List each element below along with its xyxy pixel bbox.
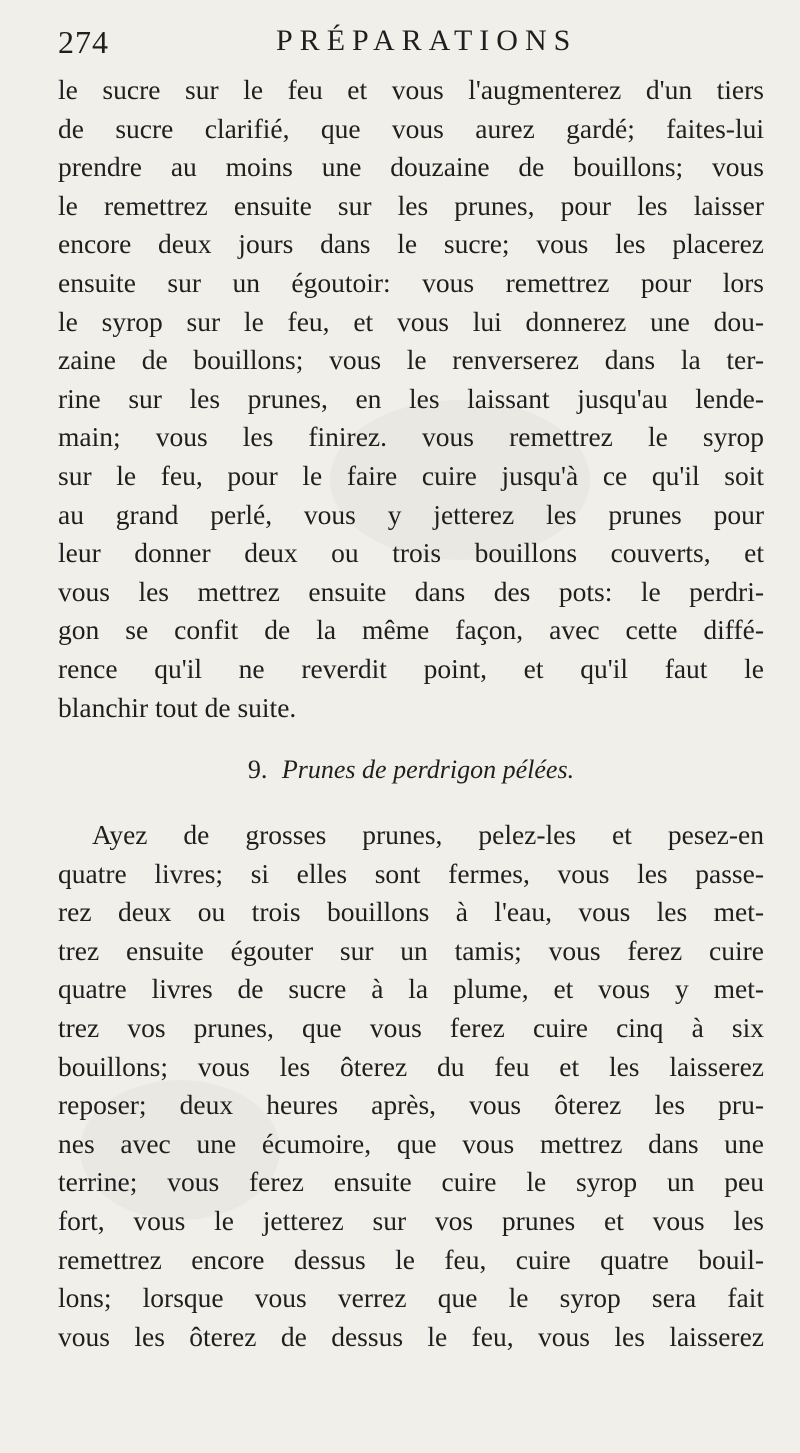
- section-title: Prunes de perdrigon pélées.: [281, 755, 575, 784]
- text-line: blanchir tout de suite.: [58, 691, 297, 723]
- paragraph-1: [58, 71, 764, 727]
- text-line: encore deux jours dans le sucre; vous les placerez: [58, 228, 764, 260]
- text-line: zaine de bouillons; vous le renverserez dans la ter-: [58, 344, 764, 376]
- text-line: terrine; vous ferez ensuite cuire le syrop un peu: [58, 1166, 764, 1198]
- text-line: vous les ôterez de dessus le feu, vous les laisserez: [58, 1320, 764, 1352]
- text-line: vous les mettrez ensuite dans des pots: le perdri-: [58, 575, 764, 607]
- text-line: rine sur les prunes, en les laissant jusqu'au lende-: [58, 382, 764, 414]
- text-line: quatre livres; si elles sont fermes, vous les passe-: [58, 857, 764, 889]
- text-line: gon se confit de la même façon, avec cette diffé-: [58, 614, 764, 646]
- text-line: prendre au moins une douzaine de bouillons; vous: [58, 151, 764, 183]
- text-line: le sucre sur le feu et vous l'augmenterez d'un tiers: [58, 74, 764, 105]
- text-line: sur le feu, pour le faire cuire jusqu'à ce qu'il soit: [58, 459, 764, 491]
- text-line: remettrez encore dessus le feu, cuire quatre bouil-: [58, 1243, 764, 1275]
- section-heading: [58, 752, 764, 788]
- text-line: trez vos prunes, que vous ferez cuire cinq à six: [58, 1011, 764, 1043]
- text-line: bouillons; vous les ôterez du feu et les laisserez: [58, 1050, 764, 1082]
- text-line: de sucre clarifié, que vous aurez gardé; faites-lui: [58, 112, 764, 144]
- section-number: 9.: [247, 755, 268, 784]
- paragraph-2: [58, 816, 764, 1356]
- text-line: lons; lorsque vous verrez que le syrop sera fait: [58, 1282, 764, 1314]
- text-line: rez deux ou trois bouillons à l'eau, vous les met-: [58, 896, 764, 928]
- page-number: 274: [58, 24, 109, 60]
- text-line: leur donner deux ou trois bouillons couverts, et: [58, 537, 764, 569]
- text-line: Ayez de grosses prunes, pelez-les et pesez-en: [92, 819, 764, 850]
- text-line: reposer; deux heures après, vous ôterez les pru-: [58, 1089, 764, 1121]
- text-line: le remettrez ensuite sur les prunes, pour les laisser: [58, 189, 764, 221]
- text-line: main; vous les finirez. vous remettrez le syrop: [58, 421, 764, 453]
- page-header: [58, 20, 770, 62]
- running-head: PRÉPARATIONS: [276, 24, 578, 57]
- text-line: fort, vous le jetterez sur vos prunes et vous les: [58, 1204, 764, 1236]
- text-line: ensuite sur un égoutoir: vous remettrez pour lors: [58, 266, 764, 298]
- text-line: trez ensuite égouter sur un tamis; vous ferez cuire: [58, 934, 764, 966]
- text-line: le syrop sur le feu, et vous lui donnerez une dou-: [58, 305, 764, 337]
- text-line: au grand perlé, vous y jetterez les prunes pour: [58, 498, 764, 530]
- text-line: rence qu'il ne reverdit point, et qu'il faut le: [58, 652, 764, 684]
- text-line: nes avec une écumoire, que vous mettrez dans une: [58, 1127, 764, 1159]
- text-line: quatre livres de sucre à la plume, et vous y met-: [58, 973, 764, 1005]
